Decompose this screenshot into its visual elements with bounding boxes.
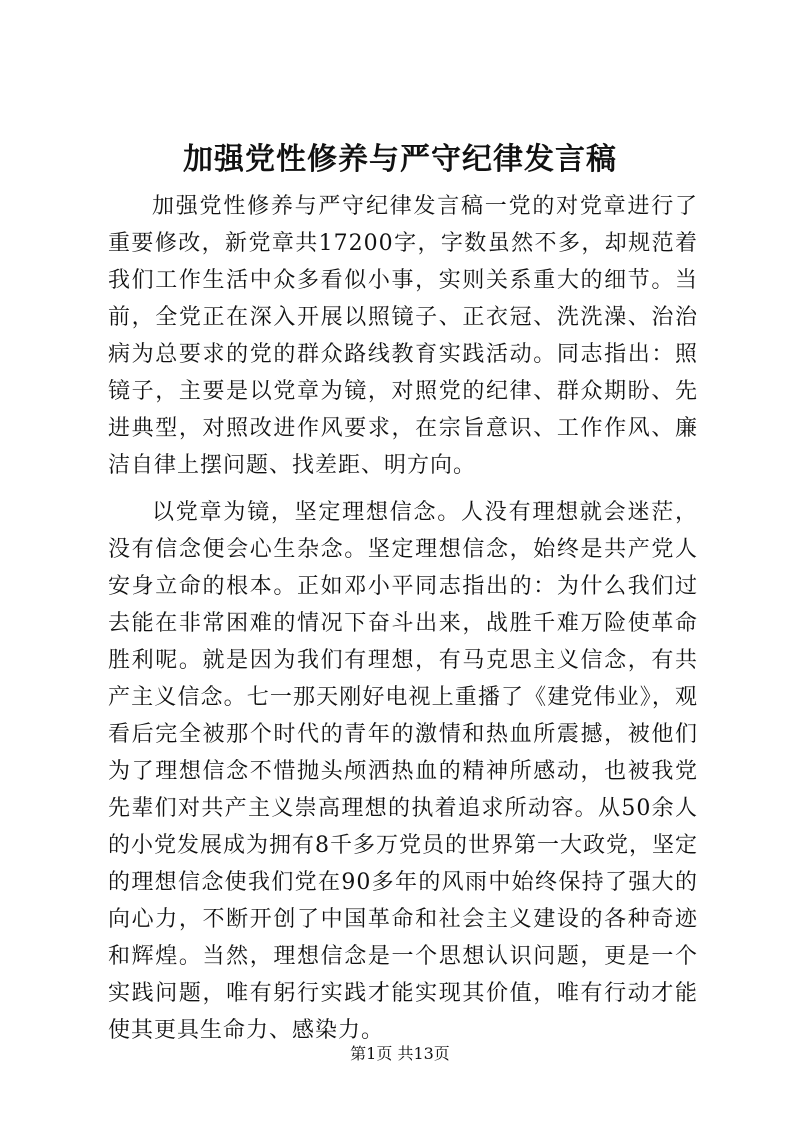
paragraph-1: 加强党性修养与严守纪律发言稿一党的对党章进行了重要修改，新党章共17200字，字数虽然不多，却规范着我们工作生活中众多看似小事，实则关系重大的细节。当前，全党正在深入开展以照镜子、正衣冠、洗洗澡、治治病为总要求的党的群众路线教育实践活动。同志指出：照镜子，主要是以党章为镜，对照党的纪律、群众期盼、先进典型，对照改进作风要求，在宗旨意识、工作作风、廉洁自律上摆问题、找差距、明方向。	[108, 194, 698, 478]
paragraph-2: 以党章为镜，坚定理想信念。人没有理想就会迷茫，没有信念便会心生杂念。坚定理想信念，始终是共产党人安身立命的根本。正如邓小平同志指出的：为什么我们过去能在非常困难的情况下奋斗出来，战胜千难万险使革命胜利呢。就是因为我们有理想，有马克思主义信念，有共产主义信念。七一那天刚好电视上重播了《建党伟业》，观看后完全被那个时代的青年的激情和热血所震撼，被他们为了理想信念不惜抛头颅洒热血的精神所感动，也被我党先辈们对共产主义崇高理想的执着追求所动容。从50余人的小党发展成为拥有8千多万党员的世界第一大政党，坚定的理想信念使我们党在90多年的风雨中始终保持了强大的向心力，不断开创了中国革命和社会主义建设的各种奇迹和辉煌。当然，理想信念是一个思想认识问题，更是一个实践问题，唯有躬行实践才能实现其价值，唯有行动才能使其更具生命力、感染力。	[108, 500, 698, 1043]
document-title: 加强党性修养与严守纪律发言稿	[183, 142, 617, 177]
page-footer: 第1页 共13页	[350, 1044, 450, 1063]
document-body	[108, 188, 698, 1049]
